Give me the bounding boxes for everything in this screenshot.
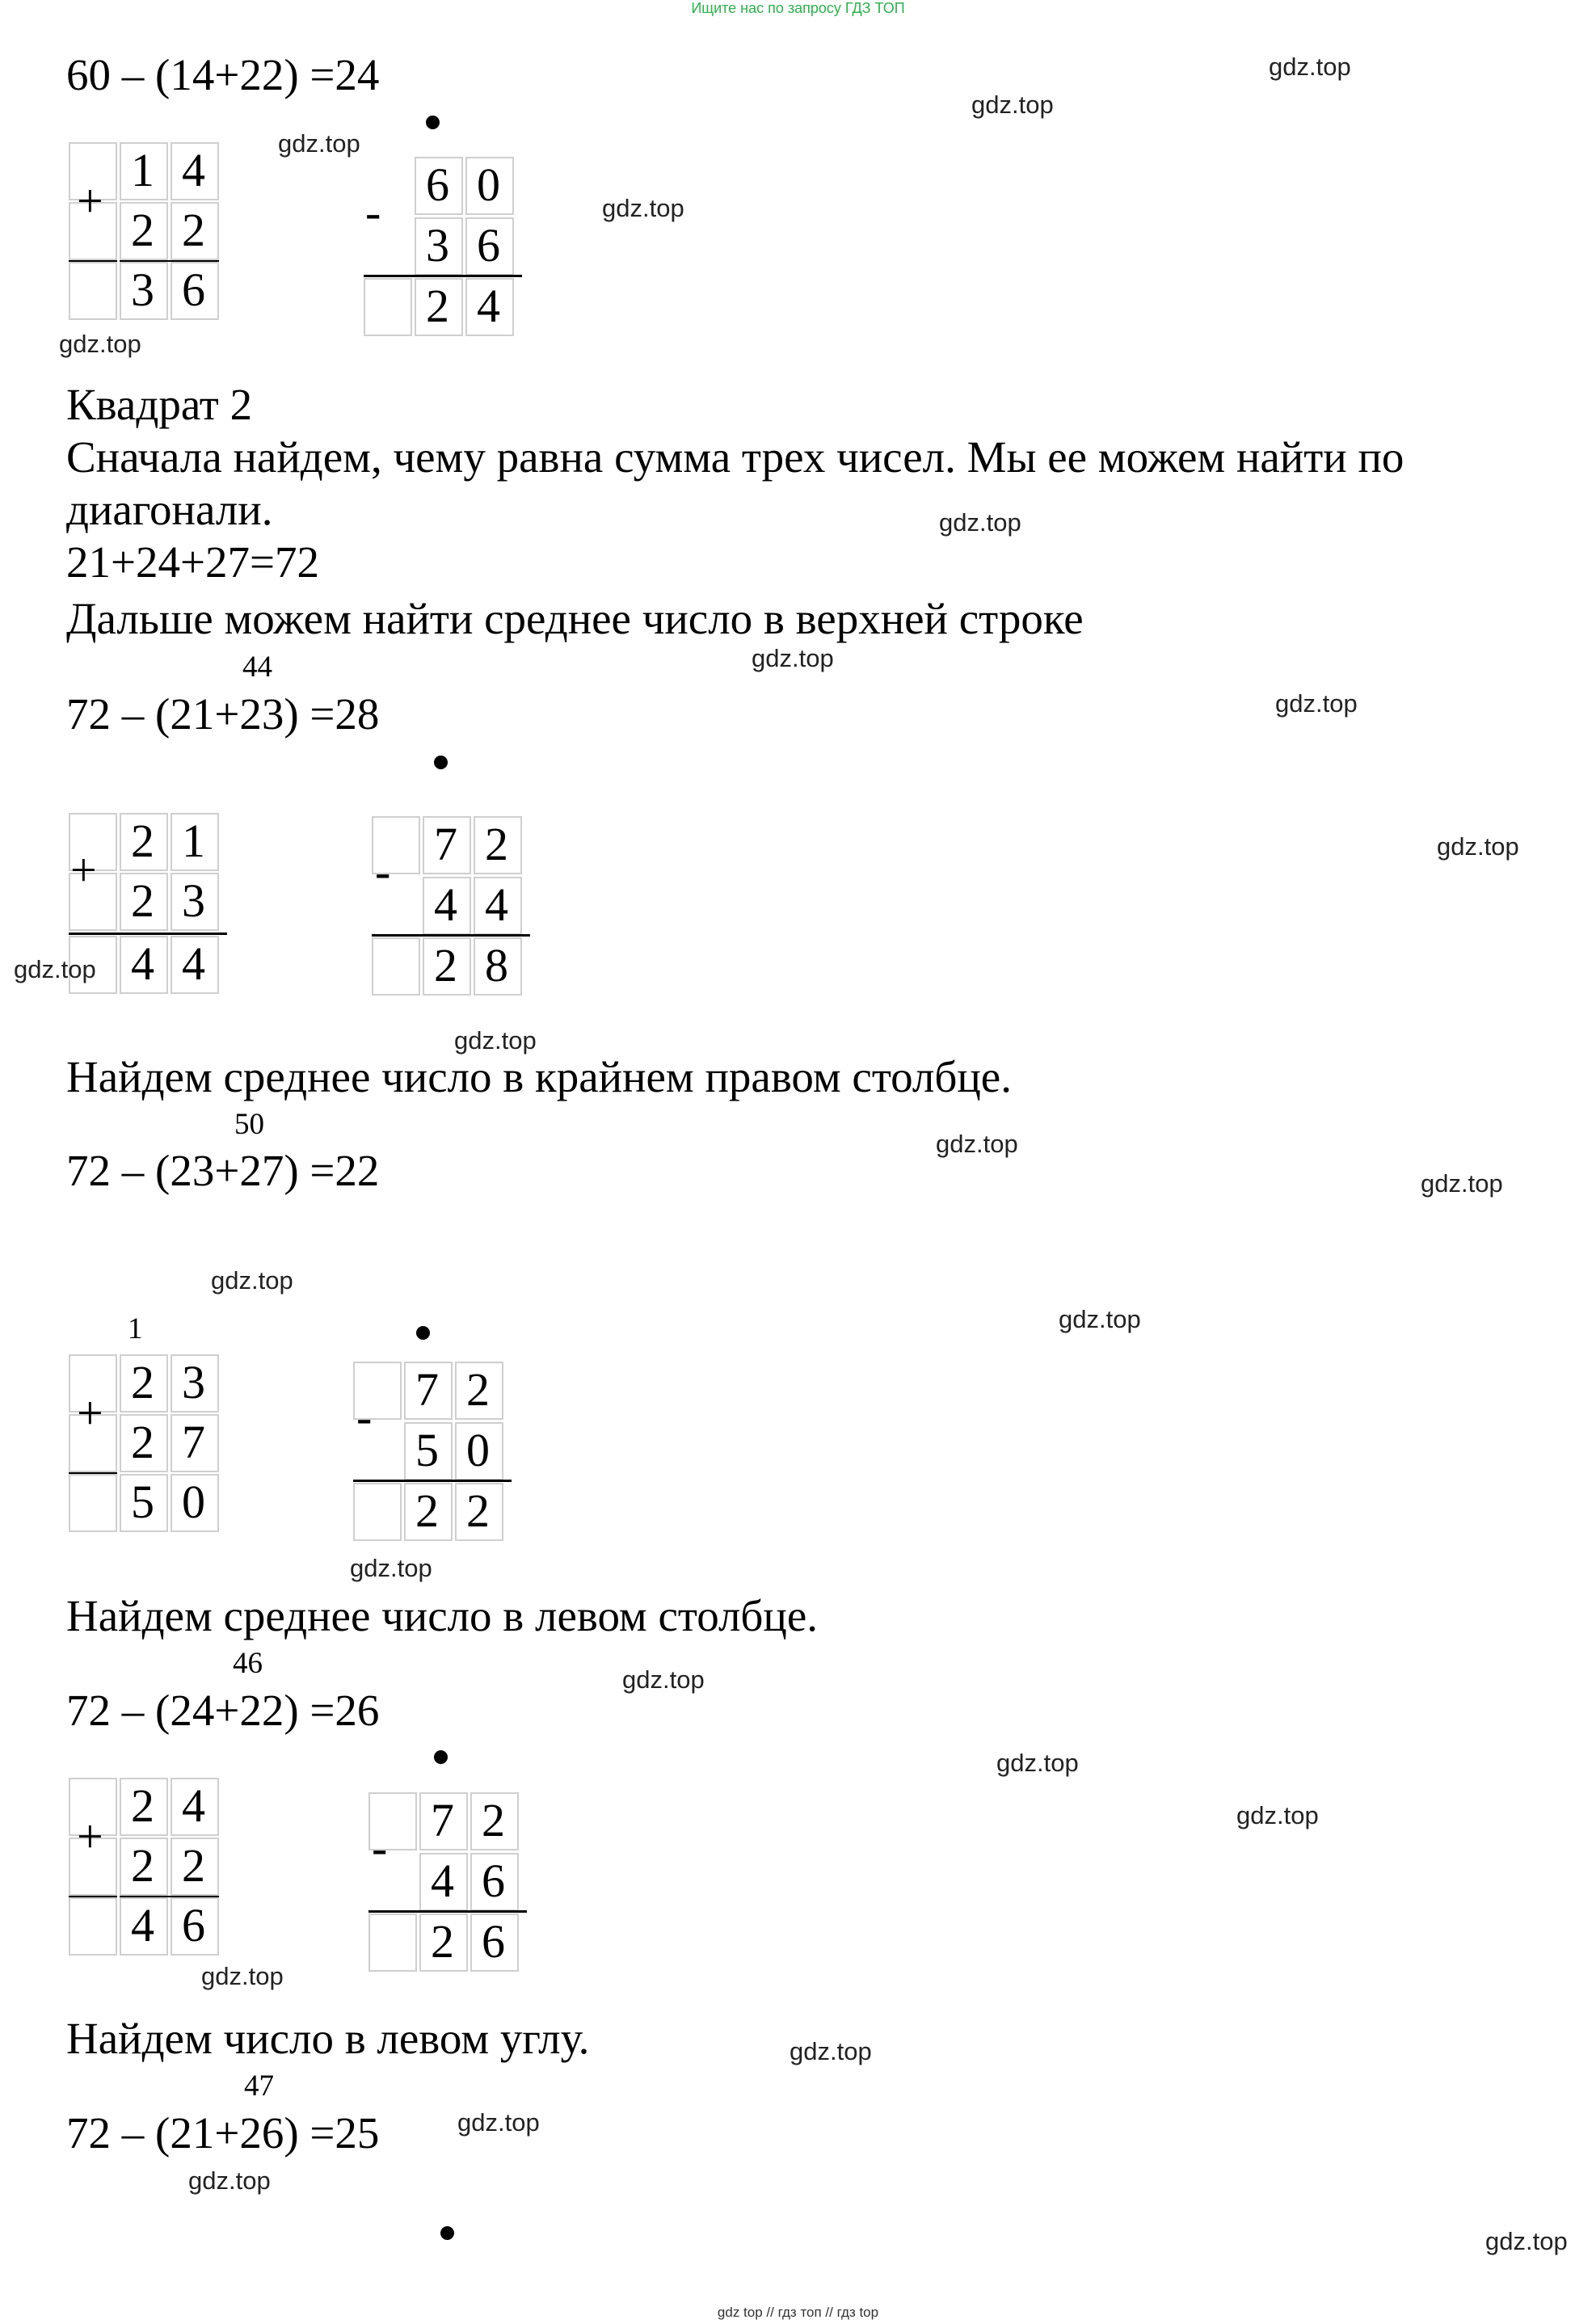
watermark: gdz.top [622, 1665, 705, 1694]
paragraph-2: Дальше можем найти среднее число в верхней строке [66, 594, 1084, 643]
note-44: 44 [242, 650, 272, 684]
digit: 5 [404, 1422, 453, 1480]
digit: 5 [120, 1474, 168, 1532]
digit: 2 [474, 816, 522, 874]
cell-empty [368, 1914, 417, 1972]
digit: 0 [465, 157, 514, 215]
difference-rule [364, 275, 522, 277]
watermark: gdz.top [1275, 689, 1358, 718]
minus-sign: - [372, 1821, 388, 1874]
digit: 4 [120, 936, 168, 994]
paragraph-4: Найдем среднее число в левом столбце. [66, 1591, 819, 1640]
digit: 2 [120, 1354, 168, 1413]
bullet-dot [434, 1750, 448, 1764]
watermark: gdz.top [350, 1554, 432, 1582]
cell-empty [69, 1897, 117, 1956]
cell-empty [364, 278, 412, 336]
top-banner[interactable]: Ищите нас по запросу ГДЗ ТОП [691, 0, 905, 16]
difference-rule [372, 934, 530, 937]
bottom-banner[interactable]: gdz top // гдз топ // гдз top [717, 2305, 879, 2320]
digit: 6 [470, 1853, 519, 1911]
watermark: gdz.top [1059, 1305, 1141, 1333]
watermark: gdz.top [939, 508, 1021, 537]
digit: 6 [470, 1914, 519, 1972]
equation-4: 72 – (24+22) =26 [66, 1686, 380, 1735]
digit: 2 [419, 1914, 468, 1972]
digit: 2 [470, 1792, 519, 1850]
digit: 2 [120, 813, 168, 871]
note-46: 46 [233, 1647, 263, 1680]
digit: 3 [171, 1354, 219, 1413]
watermark: gdz.top [790, 2037, 872, 2065]
cell-empty [69, 1474, 117, 1532]
minus-sign: - [356, 1391, 373, 1443]
digit: 2 [171, 1838, 219, 1896]
sum-rule [120, 260, 219, 262]
digit: 3 [415, 217, 463, 276]
digit: 7 [419, 1792, 468, 1850]
note-47: 47 [244, 2069, 274, 2103]
watermark: gdz.top [211, 1266, 293, 1295]
watermark: gdz.top [188, 2166, 271, 2195]
digit: 7 [171, 1414, 219, 1472]
cell-empty [69, 262, 117, 320]
digit: 6 [171, 1897, 219, 1956]
equation-2: 72 – (21+23) =28 [66, 689, 380, 739]
minus-sign: - [365, 186, 381, 238]
watermark: gdz.top [1236, 1801, 1319, 1829]
bullet-dot [440, 2226, 454, 2240]
plus-sign: + [77, 1810, 103, 1863]
digit: 1 [120, 142, 168, 200]
digit: 4 [474, 877, 522, 935]
digit: 2 [120, 202, 168, 260]
sum-rule [69, 1896, 117, 1897]
watermark: gdz.top [1269, 53, 1351, 81]
digit: 2 [455, 1483, 503, 1541]
digit: 6 [171, 262, 219, 320]
note-50: 50 [234, 1108, 264, 1141]
sum-rule [120, 1896, 219, 1897]
digit: 7 [423, 816, 471, 874]
watermark: gdz.top [278, 129, 360, 158]
watermark: gdz.top [602, 194, 684, 222]
digit: 6 [465, 217, 514, 276]
equation-3: 72 – (23+27) =22 [66, 1146, 380, 1195]
watermark: gdz.top [1485, 2227, 1568, 2255]
digit: 7 [404, 1362, 453, 1420]
watermark: gdz.top [14, 955, 96, 983]
digit: 1 [171, 813, 219, 871]
digit: 4 [419, 1853, 468, 1911]
digit: 2 [120, 1414, 168, 1472]
digit: 0 [455, 1422, 503, 1480]
watermark: gdz.top [996, 1749, 1079, 1777]
cell-empty [372, 937, 420, 996]
minus-sign: - [375, 845, 391, 898]
watermark: gdz.top [971, 91, 1054, 119]
plus-sign: + [77, 1387, 103, 1439]
watermark: gdz.top [936, 1130, 1018, 1158]
watermark: gdz.top [59, 330, 141, 358]
digit: 2 [415, 278, 463, 336]
digit: 4 [423, 877, 471, 935]
sum-line: 21+24+27=72 [66, 537, 320, 587]
digit: 2 [120, 1778, 168, 1836]
digit: 2 [404, 1483, 453, 1541]
carry-digit: 1 [128, 1312, 143, 1345]
watermark: gdz.top [752, 644, 834, 672]
bullet-dot [426, 116, 440, 129]
paragraph-3: Найдем среднее число в крайнем правом столбце. [66, 1052, 1012, 1101]
watermark: gdz.top [1437, 832, 1519, 861]
digit: 4 [171, 936, 219, 994]
watermark: gdz.top [1421, 1169, 1503, 1198]
watermark: gdz.top [454, 1026, 537, 1055]
equation-1: 60 – (14+22) =24 [66, 50, 380, 99]
digit: 3 [120, 262, 168, 320]
digit: 4 [465, 278, 514, 336]
paragraph-1a: Сначала найдем, чему равна сумма трех чисел. Мы ее можем найти по [66, 432, 1404, 482]
digit: 3 [171, 873, 219, 931]
watermark: gdz.top [201, 1962, 284, 1990]
sum-rule [69, 1472, 117, 1474]
digit: 6 [415, 157, 463, 215]
bullet-dot [434, 756, 448, 769]
difference-rule [368, 1910, 527, 1913]
cell-empty [353, 1483, 402, 1541]
paragraph-1b: диагонали. [66, 485, 273, 534]
digit: 4 [120, 1897, 168, 1956]
heading-square-2: Квадрат 2 [66, 380, 253, 429]
sum-rule [69, 260, 117, 262]
equation-5: 72 – (21+26) =25 [66, 2108, 380, 2158]
digit: 4 [171, 142, 219, 200]
sum-rule [69, 933, 227, 935]
digit: 2 [120, 873, 168, 931]
paragraph-5: Найдем число в левом углу. [66, 2014, 590, 2063]
digit: 2 [120, 1838, 168, 1896]
plus-sign: + [77, 175, 103, 227]
difference-rule [353, 1480, 512, 1482]
digit: 2 [171, 202, 219, 260]
digit: 0 [171, 1474, 219, 1532]
digit: 4 [171, 1778, 219, 1836]
watermark: gdz.top [457, 2108, 540, 2137]
plus-sign: + [70, 844, 97, 896]
bullet-dot [416, 1326, 430, 1340]
digit: 8 [474, 937, 522, 996]
digit: 2 [455, 1362, 503, 1420]
digit: 2 [423, 937, 471, 996]
